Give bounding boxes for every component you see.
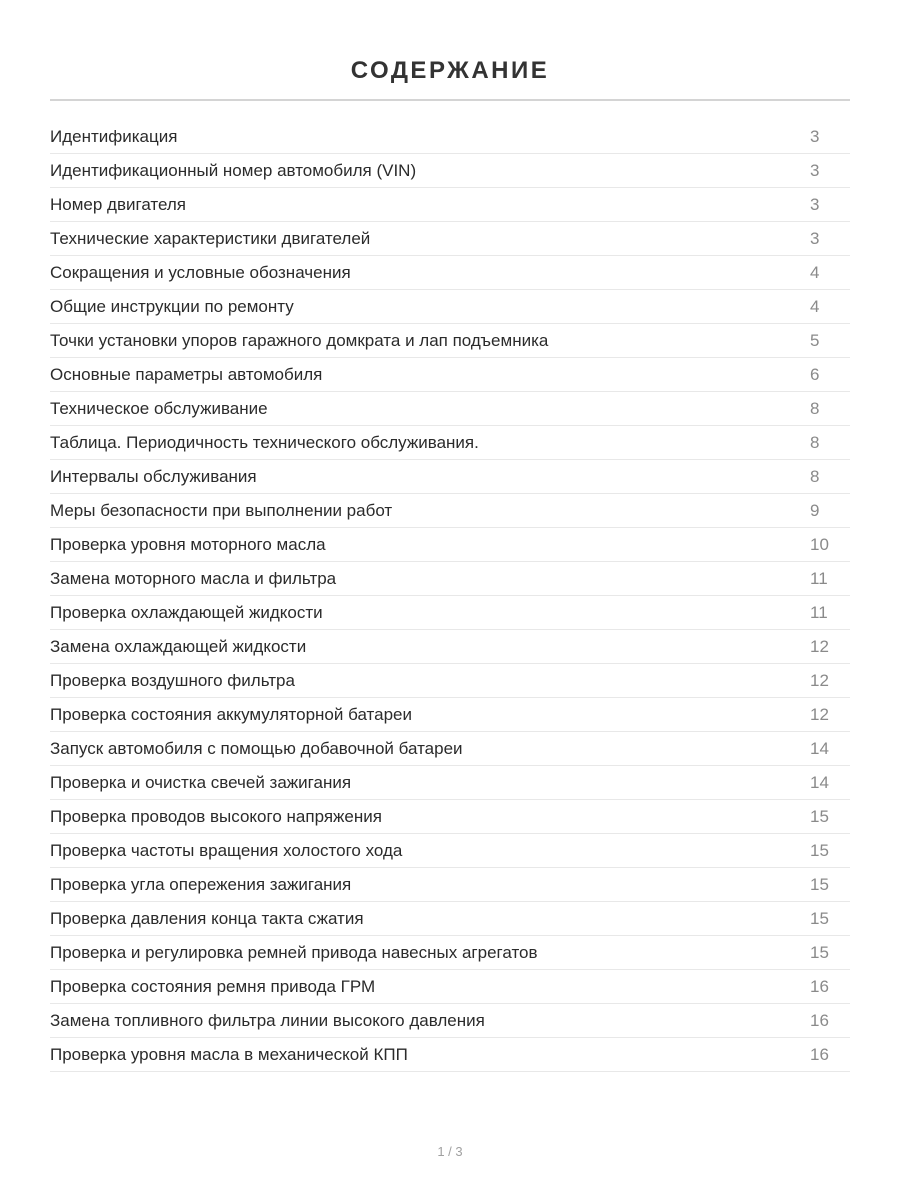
toc-entry[interactable] xyxy=(50,732,850,766)
toc-entry-title: Точки установки упоров гаражного домкрата и лап подъемника xyxy=(50,330,549,350)
toc-entry[interactable] xyxy=(50,120,850,154)
toc-entry[interactable] xyxy=(50,460,850,494)
toc-entry[interactable] xyxy=(50,698,850,732)
toc-entry-page-number: 8 xyxy=(810,432,820,452)
toc-entry-title: Идентификационный номер автомобиля (VIN) xyxy=(50,160,417,180)
toc-entry-title: Основные параметры автомобиля xyxy=(50,364,323,384)
toc-entry-title: Запуск автомобиля с помощью добавочной батареи xyxy=(50,738,463,758)
toc-entry[interactable] xyxy=(50,324,850,358)
toc-entry-title: Меры безопасности при выполнении работ xyxy=(50,500,393,520)
toc-entry-page-number: 3 xyxy=(810,228,820,248)
toc-entry-page-number: 8 xyxy=(810,466,820,486)
toc-entry[interactable] xyxy=(50,630,850,664)
toc-entry[interactable] xyxy=(50,426,850,460)
page-title: СОДЕРЖАНИЕ xyxy=(350,57,550,85)
toc-entry[interactable] xyxy=(50,358,850,392)
toc-entry[interactable] xyxy=(50,154,850,188)
toc-entry[interactable] xyxy=(50,188,850,222)
title-divider xyxy=(50,99,850,101)
toc-entry[interactable] xyxy=(50,528,850,562)
toc-entry[interactable] xyxy=(50,766,850,800)
toc-entry-title: Идентификация xyxy=(50,126,178,146)
toc-entry[interactable] xyxy=(50,970,850,1004)
toc-entry-page-number: 3 xyxy=(810,194,820,214)
toc-entry[interactable] xyxy=(50,1038,850,1072)
toc-entry-title: Проверка охлаждающей жидкости xyxy=(50,602,323,622)
toc-entry-title: Проверка и регулировка ремней привода навесных агрегатов xyxy=(50,942,538,962)
toc-entry-title: Проверка уровня масла в механической КПП xyxy=(50,1044,408,1064)
toc-entry-title: Проверка частоты вращения холостого хода xyxy=(50,840,403,860)
toc-entry-page-number: 11 xyxy=(810,568,828,588)
toc-entry-title: Проверка состояния аккумуляторной батареи xyxy=(50,704,412,724)
toc-entry-page-number: 15 xyxy=(810,806,829,826)
toc-entry-page-number: 8 xyxy=(810,398,820,418)
toc-entry-title: Проверка и очистка свечей зажигания xyxy=(50,772,352,792)
toc-entry-title: Проверка уровня моторного масла xyxy=(50,534,326,554)
toc-entry[interactable] xyxy=(50,834,850,868)
toc-entry[interactable] xyxy=(50,290,850,324)
toc-entry[interactable] xyxy=(50,392,850,426)
toc-entry-page-number: 16 xyxy=(810,1044,829,1064)
toc-entry-page-number: 14 xyxy=(810,772,829,792)
toc-entry-page-number: 9 xyxy=(810,500,820,520)
toc-entry-title: Замена моторного масла и фильтра xyxy=(50,568,337,588)
toc-entry-title: Сокращения и условные обозначения xyxy=(50,262,351,282)
toc-entry-title: Проверка давления конца такта сжатия xyxy=(50,908,364,928)
toc-entry-page-number: 4 xyxy=(810,262,820,282)
toc-entry[interactable] xyxy=(50,868,850,902)
toc-entry-page-number: 4 xyxy=(810,296,820,316)
toc-entry-title: Проверка проводов высокого напряжения xyxy=(50,806,382,826)
toc-entry-title: Технические характеристики двигателей xyxy=(50,228,371,248)
toc-entry-title: Замена охлаждающей жидкости xyxy=(50,636,307,656)
toc-entry[interactable] xyxy=(50,596,850,630)
toc-entry-page-number: 10 xyxy=(810,534,829,554)
toc-entry-title: Проверка состояния ремня привода ГРМ xyxy=(50,976,376,996)
toc-entry-page-number: 12 xyxy=(810,670,829,690)
toc-entry-page-number: 3 xyxy=(810,126,820,146)
toc-entry-page-number: 15 xyxy=(810,908,829,928)
toc-entry[interactable] xyxy=(50,494,850,528)
toc-entry-page-number: 12 xyxy=(810,636,829,656)
toc-entry[interactable] xyxy=(50,562,850,596)
toc-entry-page-number: 16 xyxy=(810,1010,829,1030)
toc-entry[interactable] xyxy=(50,902,850,936)
toc-entry-page-number: 12 xyxy=(810,704,829,724)
toc-entry[interactable] xyxy=(50,936,850,970)
toc-entry-title: Проверка угла опережения зажигания xyxy=(50,874,352,894)
toc-entry[interactable] xyxy=(50,222,850,256)
toc-entry-page-number: 16 xyxy=(810,976,829,996)
toc-entry-page-number: 15 xyxy=(810,874,829,894)
toc-entry-page-number: 3 xyxy=(810,160,820,180)
page-counter: 1 / 3 xyxy=(437,1144,463,1159)
toc-list xyxy=(50,120,850,1072)
toc-entry-title: Проверка воздушного фильтра xyxy=(50,670,295,690)
toc-entry-title: Общие инструкции по ремонту xyxy=(50,296,294,316)
toc-entry-title: Интервалы обслуживания xyxy=(50,466,257,486)
toc-entry[interactable] xyxy=(50,256,850,290)
toc-entry-title: Номер двигателя xyxy=(50,194,187,214)
toc-entry-page-number: 5 xyxy=(810,330,820,350)
toc-entry-page-number: 11 xyxy=(810,602,828,622)
toc-entry-page-number: 15 xyxy=(810,942,829,962)
toc-entry-page-number: 15 xyxy=(810,840,829,860)
toc-entry-title: Техническое обслуживание xyxy=(50,398,268,418)
toc-entry[interactable] xyxy=(50,1004,850,1038)
toc-entry[interactable] xyxy=(50,664,850,698)
toc-entry-page-number: 6 xyxy=(810,364,820,384)
toc-entry-title: Замена топливного фильтра линии высокого давления xyxy=(50,1010,485,1030)
toc-entry-title: Таблица. Периодичность технического обслуживания. xyxy=(50,432,479,452)
toc-entry[interactable] xyxy=(50,800,850,834)
toc-entry-page-number: 14 xyxy=(810,738,829,758)
